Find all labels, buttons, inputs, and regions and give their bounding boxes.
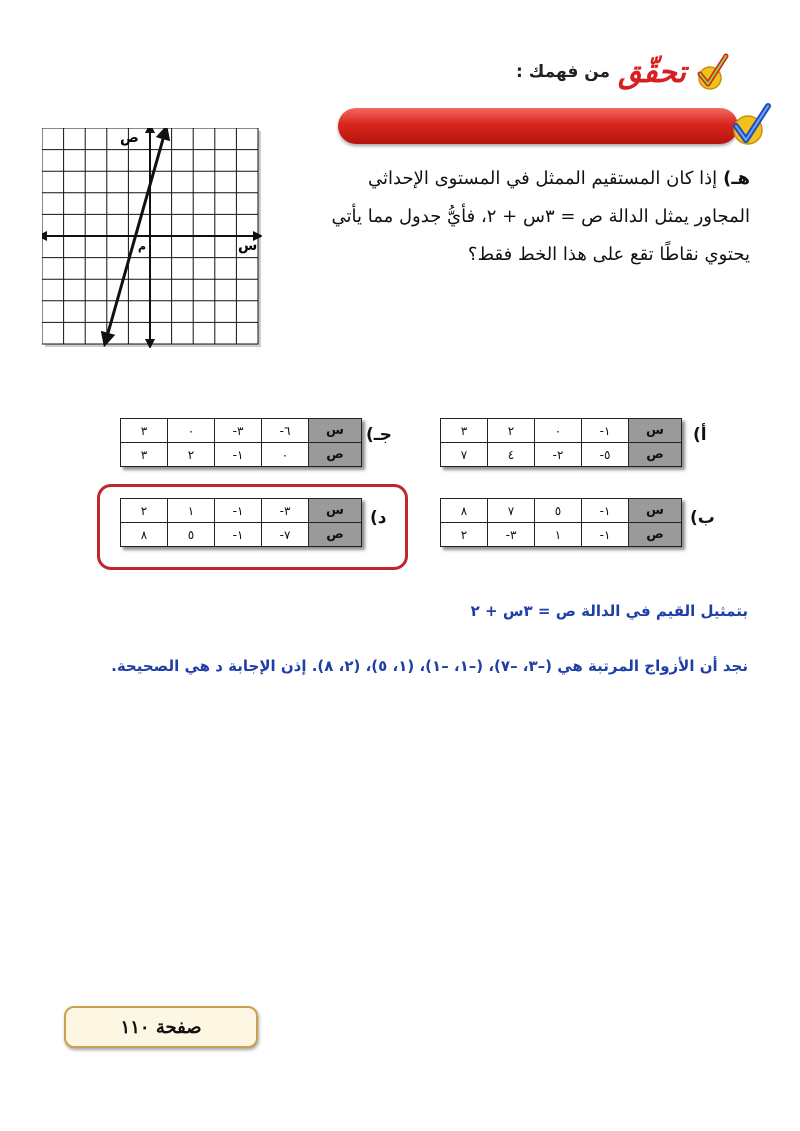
question-body: إذا كان المستقيم الممثل في المستوى الإحداثي المجاور يمثل الدالة ص = ٣س + ٢، فأيُّ جدول مما يأتي يحتوي نقاطًا تقع على هذا الخط فقط؟ [331,168,750,265]
table-row [441,419,682,443]
table-header-x: س [629,419,682,443]
table-cell: ٨ [441,499,488,523]
table-cell: ٥ [535,499,582,523]
checkmark-icon [694,52,730,92]
option-a-label: أ) [693,425,707,445]
check-subtitle: من فهمك : [516,62,611,82]
table-cell: ٠ [168,419,215,443]
table-cell: ١- [582,523,629,547]
table-header-y: ص [309,523,362,547]
table-cell: ٢ [168,443,215,467]
question-text [330,160,750,274]
table-cell: ٣ [121,443,168,467]
table-cell: ٣- [488,523,535,547]
table-cell: ٠ [535,419,582,443]
coordinate-graph [42,128,262,348]
table-row [121,499,362,523]
table-cell: ٢ [121,499,168,523]
table-row [441,523,682,547]
table-row [121,443,362,467]
table-cell: ٢ [488,419,535,443]
table-cell: ٢- [535,443,582,467]
table-cell: ٣ [441,419,488,443]
option-d-table [120,498,362,547]
table-cell: ٣- [262,499,309,523]
table-cell: ٥ [168,523,215,547]
table-cell: ١ [168,499,215,523]
confirm-banner [338,108,738,144]
table-header-y: ص [629,523,682,547]
confirm-banner-label: تأكّد [717,3,752,28]
table-cell: ٤ [488,443,535,467]
table-cell: ٧ [441,443,488,467]
check-title: تحقّق [618,54,686,90]
option-d-label: د) [370,508,387,528]
option-c-table [120,418,362,467]
table-cell: ٠ [262,443,309,467]
table-header-x: س [309,499,362,523]
table-cell: ١- [582,499,629,523]
table-row [441,443,682,467]
table-cell: ١- [215,523,262,547]
table-cell: ١- [582,419,629,443]
checkmark-icon [728,102,772,148]
table-cell: ٦- [262,419,309,443]
option-b-table [440,498,682,547]
table-cell: ٧- [262,523,309,547]
x-axis-label: س [238,238,258,254]
origin-label: م [138,240,147,253]
table-cell: ٣- [215,419,262,443]
table-header-y: ص [309,443,362,467]
table-cell: ٣ [121,419,168,443]
table-cell: ٢ [441,523,488,547]
option-c-label: جـ) [366,425,392,445]
table-header-x: س [629,499,682,523]
solution-line-1: بتمثيل القيم في الدالة ص = ٣س + ٢ [470,602,748,620]
y-axis-label: ص [120,130,139,146]
table-row [121,523,362,547]
table-row [441,499,682,523]
solution-line-2: نجد أن الأزواج المرتبة هي (–٣، –٧)، (–١، –١)، (١، ٥)، (٢، ٨). إذن الإجابة د هي الصحيحة. [111,657,748,675]
graph-svg [42,128,262,348]
table-header-y: ص [629,443,682,467]
table-cell: ٨ [121,523,168,547]
check-understanding-header [516,48,730,96]
table-header-x: س [309,419,362,443]
question-letter: هـ) [723,168,750,189]
page-number-pill: صفحة ١١٠ [64,1006,258,1048]
table-cell: ١- [215,499,262,523]
table-cell: ١- [215,443,262,467]
table-cell: ٧ [488,499,535,523]
table-cell: ١ [535,523,582,547]
table-cell: ٥- [582,443,629,467]
option-b-label: ب) [690,508,715,528]
table-row [121,419,362,443]
option-a-table [440,418,682,467]
